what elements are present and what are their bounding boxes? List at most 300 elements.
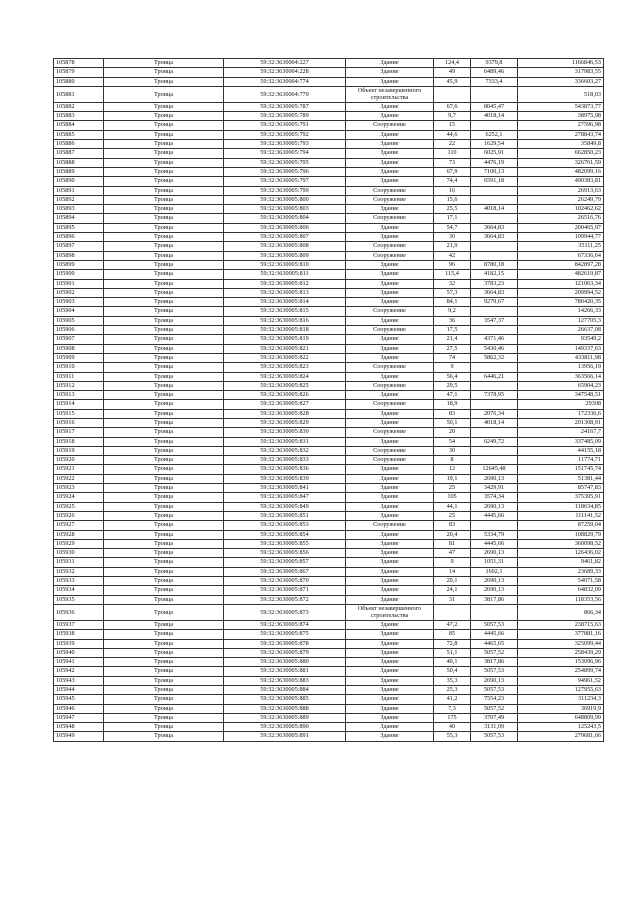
cell-object-type: Здание bbox=[346, 713, 434, 722]
cell-cadastral-number: 59:32:3630005:836 bbox=[224, 465, 346, 474]
cell-locality: Троица bbox=[104, 484, 224, 493]
cell-number: 105897 bbox=[54, 242, 104, 251]
cell-object-type: Сооружение bbox=[346, 521, 434, 530]
cell-cadastral-value: 360098,52 bbox=[518, 539, 604, 548]
cell-cadastral-number: 59:32:3630005:881 bbox=[224, 667, 346, 676]
cell-area: 12 bbox=[434, 465, 471, 474]
cell-locality: Троица bbox=[104, 577, 224, 586]
cell-area: 47 bbox=[434, 549, 471, 558]
cell-area: 49 bbox=[434, 68, 471, 77]
cell-cadastral-number: 59:32:3630005:854 bbox=[224, 530, 346, 539]
cell-area: 20,4 bbox=[434, 530, 471, 539]
cell-number: 105903 bbox=[54, 298, 104, 307]
document-page bbox=[53, 58, 603, 742]
table-row bbox=[54, 620, 604, 629]
cell-cadastral-value: 780420,35 bbox=[518, 298, 604, 307]
cell-number: 105888 bbox=[54, 158, 104, 167]
cell-cadastral-value: 54071,58 bbox=[518, 577, 604, 586]
table-row bbox=[54, 326, 604, 335]
cell-number: 105879 bbox=[54, 68, 104, 77]
cell-specific-value: 7100,13 bbox=[471, 167, 518, 176]
table-row bbox=[54, 658, 604, 667]
cell-area: 25,3 bbox=[434, 686, 471, 695]
cell-area: 84,1 bbox=[434, 298, 471, 307]
cell-number: 105944 bbox=[54, 686, 104, 695]
cell-area bbox=[434, 604, 471, 620]
cell-area: 7,3 bbox=[434, 704, 471, 713]
table-row bbox=[54, 446, 604, 455]
cell-cadastral-value: 336603,27 bbox=[518, 77, 604, 86]
cell-locality: Троица bbox=[104, 307, 224, 316]
cell-cadastral-value: 11774,71 bbox=[518, 456, 604, 465]
cell-area: 32 bbox=[434, 279, 471, 288]
cell-specific-value bbox=[471, 86, 518, 102]
cell-cadastral-value: 337485,09 bbox=[518, 437, 604, 446]
cell-cadastral-value: 24167,7 bbox=[518, 428, 604, 437]
cell-specific-value bbox=[471, 446, 518, 455]
cell-cadastral-number: 59:32:3630005:793 bbox=[224, 140, 346, 149]
cell-cadastral-value: 278843,74 bbox=[518, 130, 604, 139]
cell-specific-value bbox=[471, 381, 518, 390]
cell-locality: Троица bbox=[104, 493, 224, 502]
table-row bbox=[54, 186, 604, 195]
cell-locality: Троица bbox=[104, 686, 224, 695]
cell-specific-value bbox=[471, 521, 518, 530]
cell-number: 105941 bbox=[54, 658, 104, 667]
cell-specific-value: 2690,13 bbox=[471, 549, 518, 558]
cell-number: 105901 bbox=[54, 279, 104, 288]
cell-object-type: Сооружение bbox=[346, 326, 434, 335]
cell-number: 105906 bbox=[54, 326, 104, 335]
cell-number: 105889 bbox=[54, 167, 104, 176]
cell-locality: Троица bbox=[104, 567, 224, 576]
cell-locality: Троица bbox=[104, 326, 224, 335]
table-row bbox=[54, 676, 604, 685]
cell-number: 105949 bbox=[54, 732, 104, 741]
cell-specific-value bbox=[471, 242, 518, 251]
cell-locality: Троица bbox=[104, 713, 224, 722]
cell-cadastral-number: 59:32:3630005:792 bbox=[224, 130, 346, 139]
cell-area: 96 bbox=[434, 260, 471, 269]
cell-locality: Троица bbox=[104, 223, 224, 232]
table-row bbox=[54, 167, 604, 176]
cell-object-type: Здание bbox=[346, 549, 434, 558]
cell-number: 105917 bbox=[54, 428, 104, 437]
cell-locality: Троица bbox=[104, 667, 224, 676]
cell-cadastral-number: 59:32:3630005:811 bbox=[224, 270, 346, 279]
cell-locality: Троица bbox=[104, 511, 224, 520]
cell-area: 42 bbox=[434, 251, 471, 260]
cell-area: 9,2 bbox=[434, 307, 471, 316]
cell-cadastral-value: 648809,99 bbox=[518, 713, 604, 722]
cell-cadastral-value: 201308,91 bbox=[518, 418, 604, 427]
cell-object-type: Здание bbox=[346, 502, 434, 511]
cell-locality: Троица bbox=[104, 456, 224, 465]
cell-cadastral-number: 59:32:3630005:787 bbox=[224, 102, 346, 111]
cell-area: 47,1 bbox=[434, 391, 471, 400]
cell-number: 105942 bbox=[54, 667, 104, 676]
table-row bbox=[54, 130, 604, 139]
cell-object-type: Объект незавершенного строительства bbox=[346, 86, 434, 102]
cell-number: 105892 bbox=[54, 195, 104, 204]
cell-object-type: Здание bbox=[346, 233, 434, 242]
cell-area: 110 bbox=[434, 149, 471, 158]
cell-cadastral-number: 59:32:3630004:779 bbox=[224, 86, 346, 102]
cell-locality: Троица bbox=[104, 539, 224, 548]
table-row bbox=[54, 195, 604, 204]
cell-specific-value bbox=[471, 186, 518, 195]
cell-object-type: Здание bbox=[346, 630, 434, 639]
cell-area: 25,5 bbox=[434, 205, 471, 214]
cell-cadastral-number: 59:32:3630005:789 bbox=[224, 112, 346, 121]
cell-specific-value: 6025,91 bbox=[471, 149, 518, 158]
table-row bbox=[54, 484, 604, 493]
cell-object-type: Сооружение bbox=[346, 381, 434, 390]
cell-cadastral-value: 44155,18 bbox=[518, 446, 604, 455]
cell-cadastral-number: 59:32:3630005:847 bbox=[224, 493, 346, 502]
cell-cadastral-number: 59:32:3630005:856 bbox=[224, 549, 346, 558]
cell-specific-value: 2076,34 bbox=[471, 409, 518, 418]
table-row bbox=[54, 595, 604, 604]
table-row bbox=[54, 456, 604, 465]
cell-cadastral-value: 23689,33 bbox=[518, 567, 604, 576]
cell-number: 105929 bbox=[54, 539, 104, 548]
cell-object-type: Здание bbox=[346, 586, 434, 595]
cell-locality: Троица bbox=[104, 372, 224, 381]
cell-number: 105924 bbox=[54, 493, 104, 502]
cell-cadastral-number: 59:32:3630005:855 bbox=[224, 539, 346, 548]
cell-cadastral-number: 59:32:3630005:833 bbox=[224, 456, 346, 465]
cell-cadastral-value: 65904,23 bbox=[518, 381, 604, 390]
cell-area: 55,3 bbox=[434, 732, 471, 741]
cell-locality: Троица bbox=[104, 704, 224, 713]
cell-object-type: Здание bbox=[346, 260, 434, 269]
table-row bbox=[54, 270, 604, 279]
cell-cadastral-value: 118634,85 bbox=[518, 502, 604, 511]
cell-specific-value bbox=[471, 214, 518, 223]
table-row bbox=[54, 723, 604, 732]
cell-area: 83 bbox=[434, 409, 471, 418]
cell-cadastral-number: 59:32:3630005:824 bbox=[224, 372, 346, 381]
cell-area: 22 bbox=[434, 140, 471, 149]
cell-cadastral-value: 9461,82 bbox=[518, 558, 604, 567]
cell-specific-value: 6591,18 bbox=[471, 177, 518, 186]
table-row bbox=[54, 502, 604, 511]
cell-specific-value: 4445,66 bbox=[471, 539, 518, 548]
cell-cadastral-value: 94961,52 bbox=[518, 676, 604, 685]
cell-cadastral-value: 866,34 bbox=[518, 604, 604, 620]
cell-specific-value: 5430,46 bbox=[471, 344, 518, 353]
cell-object-type: Здание bbox=[346, 344, 434, 353]
cell-locality: Троица bbox=[104, 102, 224, 111]
cell-specific-value: 5862,32 bbox=[471, 353, 518, 362]
table-row bbox=[54, 648, 604, 657]
cell-cadastral-value: 27596,98 bbox=[518, 121, 604, 130]
cell-locality: Троица bbox=[104, 620, 224, 629]
cell-specific-value: 4476,19 bbox=[471, 158, 518, 167]
cell-specific-value: 12645,48 bbox=[471, 465, 518, 474]
cell-object-type: Сооружение bbox=[346, 121, 434, 130]
cell-locality: Троица bbox=[104, 363, 224, 372]
cell-locality: Троица bbox=[104, 502, 224, 511]
cell-number: 105894 bbox=[54, 214, 104, 223]
table-row bbox=[54, 353, 604, 362]
cell-area: 30 bbox=[434, 233, 471, 242]
cell-locality: Троица bbox=[104, 658, 224, 667]
cell-area: 21,9 bbox=[434, 242, 471, 251]
cell-number: 105900 bbox=[54, 270, 104, 279]
cell-specific-value: 3664,83 bbox=[471, 288, 518, 297]
table-row bbox=[54, 205, 604, 214]
cell-cadastral-number: 59:32:3630005:799 bbox=[224, 186, 346, 195]
cell-specific-value: 1692,1 bbox=[471, 567, 518, 576]
cell-number: 105925 bbox=[54, 502, 104, 511]
cell-cadastral-number: 59:32:3630005:857 bbox=[224, 558, 346, 567]
cell-cadastral-number: 59:32:3630005:853 bbox=[224, 521, 346, 530]
cell-number: 105931 bbox=[54, 558, 104, 567]
cell-object-type: Здание bbox=[346, 223, 434, 232]
cell-cadastral-number: 59:32:3630005:800 bbox=[224, 195, 346, 204]
table-row bbox=[54, 511, 604, 520]
cell-locality: Троица bbox=[104, 298, 224, 307]
cell-cadastral-value: 842897,28 bbox=[518, 260, 604, 269]
cell-cadastral-number: 59:32:3630005:807 bbox=[224, 233, 346, 242]
cell-locality: Троица bbox=[104, 558, 224, 567]
cell-cadastral-number: 59:32:3630005:814 bbox=[224, 298, 346, 307]
cell-number: 105939 bbox=[54, 639, 104, 648]
cell-specific-value: 6489,46 bbox=[471, 68, 518, 77]
cell-object-type: Здание bbox=[346, 704, 434, 713]
cell-number: 105920 bbox=[54, 456, 104, 465]
cell-locality: Троица bbox=[104, 149, 224, 158]
cell-specific-value: 5057,52 bbox=[471, 648, 518, 657]
cell-locality: Троица bbox=[104, 732, 224, 741]
cell-cadastral-value: 126436,02 bbox=[518, 549, 604, 558]
cell-number: 105908 bbox=[54, 344, 104, 353]
cell-cadastral-value: 209994,52 bbox=[518, 288, 604, 297]
cell-specific-value: 5057,53 bbox=[471, 620, 518, 629]
cell-number: 105934 bbox=[54, 586, 104, 595]
cell-area: 20,1 bbox=[434, 577, 471, 586]
cell-cadastral-number: 59:32:3630005:818 bbox=[224, 326, 346, 335]
cell-area: 17,1 bbox=[434, 214, 471, 223]
cell-area: 54 bbox=[434, 437, 471, 446]
cell-cadastral-number: 59:32:3630005:806 bbox=[224, 223, 346, 232]
cell-cadastral-value: 35111,25 bbox=[518, 242, 604, 251]
cell-area: 14 bbox=[434, 567, 471, 576]
cell-locality: Троица bbox=[104, 140, 224, 149]
cell-area: 47,2 bbox=[434, 620, 471, 629]
cell-object-type: Здание bbox=[346, 686, 434, 695]
table-row bbox=[54, 465, 604, 474]
cell-object-type: Сооружение bbox=[346, 186, 434, 195]
cell-object-type: Сооружение bbox=[346, 363, 434, 372]
cell-specific-value: 4445,66 bbox=[471, 511, 518, 520]
cell-area: 9 bbox=[434, 558, 471, 567]
cell-cadastral-number: 59:32:3630005:828 bbox=[224, 409, 346, 418]
cell-area: 124,4 bbox=[434, 59, 471, 68]
cell-locality: Троица bbox=[104, 205, 224, 214]
cell-cadastral-value: 127955,63 bbox=[518, 686, 604, 695]
cell-cadastral-number: 59:32:3630005:797 bbox=[224, 177, 346, 186]
cell-cadastral-value: 375305,91 bbox=[518, 493, 604, 502]
cell-specific-value: 2690,13 bbox=[471, 676, 518, 685]
cell-number: 105914 bbox=[54, 400, 104, 409]
cell-object-type: Здание bbox=[346, 149, 434, 158]
cell-cadastral-value: 102462,62 bbox=[518, 205, 604, 214]
cell-number: 105921 bbox=[54, 465, 104, 474]
cell-cadastral-value: 109944,77 bbox=[518, 233, 604, 242]
cell-area: 105 bbox=[434, 493, 471, 502]
cell-number: 105918 bbox=[54, 437, 104, 446]
cell-specific-value: 2690,13 bbox=[471, 586, 518, 595]
cell-number: 105915 bbox=[54, 409, 104, 418]
cell-cadastral-value: 200465,97 bbox=[518, 223, 604, 232]
cell-area: 74,4 bbox=[434, 177, 471, 186]
cell-locality: Троица bbox=[104, 521, 224, 530]
cell-specific-value bbox=[471, 428, 518, 437]
cell-area bbox=[434, 86, 471, 102]
cell-number: 105928 bbox=[54, 530, 104, 539]
cell-cadastral-number: 59:32:3630005:796 bbox=[224, 167, 346, 176]
cell-cadastral-value: 326761,59 bbox=[518, 158, 604, 167]
cell-cadastral-value: 26637,08 bbox=[518, 326, 604, 335]
cell-locality: Троица bbox=[104, 465, 224, 474]
cell-number: 105919 bbox=[54, 446, 104, 455]
table-row bbox=[54, 86, 604, 102]
cell-number: 105923 bbox=[54, 484, 104, 493]
cell-specific-value: 1051,31 bbox=[471, 558, 518, 567]
cell-object-type: Здание bbox=[346, 567, 434, 576]
cell-number: 105932 bbox=[54, 567, 104, 576]
cell-locality: Троица bbox=[104, 86, 224, 102]
cell-cadastral-number: 59:32:3630005:889 bbox=[224, 713, 346, 722]
table-row bbox=[54, 59, 604, 68]
cell-number: 105945 bbox=[54, 695, 104, 704]
cell-area: 9,7 bbox=[434, 112, 471, 121]
cell-object-type: Здание bbox=[346, 648, 434, 657]
cell-object-type: Здание bbox=[346, 577, 434, 586]
cell-area: 67,9 bbox=[434, 167, 471, 176]
cell-number: 105886 bbox=[54, 140, 104, 149]
cell-object-type: Здание bbox=[346, 620, 434, 629]
cell-cadastral-number: 59:32:3630005:871 bbox=[224, 586, 346, 595]
cell-object-type: Здание bbox=[346, 279, 434, 288]
cell-area: 15,6 bbox=[434, 195, 471, 204]
cell-cadastral-value: 482099,16 bbox=[518, 167, 604, 176]
table-row bbox=[54, 316, 604, 325]
cell-area: 25 bbox=[434, 511, 471, 520]
cell-locality: Троица bbox=[104, 68, 224, 77]
table-row bbox=[54, 474, 604, 483]
cell-object-type: Здание bbox=[346, 595, 434, 604]
cell-locality: Троица bbox=[104, 586, 224, 595]
cell-cadastral-value: 29308 bbox=[518, 400, 604, 409]
cell-locality: Троица bbox=[104, 130, 224, 139]
cell-number: 105926 bbox=[54, 511, 104, 520]
cell-area: 41,2 bbox=[434, 695, 471, 704]
cell-cadastral-value: 377881,16 bbox=[518, 630, 604, 639]
cell-locality: Троица bbox=[104, 639, 224, 648]
table-row bbox=[54, 279, 604, 288]
cell-area: 8 bbox=[434, 456, 471, 465]
cell-object-type: Здание bbox=[346, 205, 434, 214]
cell-cadastral-number: 59:32:3630004:228 bbox=[224, 68, 346, 77]
cell-cadastral-value: 258439,29 bbox=[518, 648, 604, 657]
cell-locality: Троица bbox=[104, 648, 224, 657]
cell-object-type: Здание bbox=[346, 167, 434, 176]
cell-specific-value: 4371,46 bbox=[471, 335, 518, 344]
cell-number: 105933 bbox=[54, 577, 104, 586]
cell-object-type: Здание bbox=[346, 676, 434, 685]
cell-object-type: Здание bbox=[346, 511, 434, 520]
cell-object-type: Здание bbox=[346, 59, 434, 68]
cell-area: 40 bbox=[434, 723, 471, 732]
cell-object-type: Здание bbox=[346, 723, 434, 732]
cell-specific-value: 3783,23 bbox=[471, 279, 518, 288]
cell-area: 72,8 bbox=[434, 639, 471, 648]
cell-object-type: Сооружение bbox=[346, 428, 434, 437]
cell-cadastral-value: 67336,64 bbox=[518, 251, 604, 260]
cell-number: 105881 bbox=[54, 86, 104, 102]
cell-cadastral-value: 26249,79 bbox=[518, 195, 604, 204]
cell-cadastral-number: 59:32:3630005:885 bbox=[224, 695, 346, 704]
table-row bbox=[54, 158, 604, 167]
cell-cadastral-number: 59:32:3630005:841 bbox=[224, 484, 346, 493]
cell-cadastral-value: 121063,34 bbox=[518, 279, 604, 288]
cell-specific-value bbox=[471, 363, 518, 372]
cell-specific-value bbox=[471, 307, 518, 316]
cell-object-type: Здание bbox=[346, 493, 434, 502]
cell-cadastral-value: 85747,83 bbox=[518, 484, 604, 493]
cell-cadastral-number: 59:32:3630005:883 bbox=[224, 676, 346, 685]
cell-specific-value bbox=[471, 400, 518, 409]
cell-locality: Троица bbox=[104, 112, 224, 121]
cell-locality: Троица bbox=[104, 177, 224, 186]
cell-locality: Троица bbox=[104, 186, 224, 195]
cell-cadastral-number: 59:32:3630005:819 bbox=[224, 335, 346, 344]
cell-cadastral-number: 59:32:3630005:891 bbox=[224, 732, 346, 741]
cell-specific-value bbox=[471, 456, 518, 465]
cell-number: 105905 bbox=[54, 316, 104, 325]
cell-number: 105896 bbox=[54, 233, 104, 242]
table-row bbox=[54, 260, 604, 269]
cell-specific-value: 6252,1 bbox=[471, 130, 518, 139]
cell-cadastral-number: 59:32:3630005:839 bbox=[224, 474, 346, 483]
cell-cadastral-value: 111141,52 bbox=[518, 511, 604, 520]
cell-area: 21,4 bbox=[434, 335, 471, 344]
cell-cadastral-number: 59:32:3630005:810 bbox=[224, 260, 346, 269]
cell-cadastral-number: 59:32:3630005:804 bbox=[224, 214, 346, 223]
cell-object-type: Здание bbox=[346, 418, 434, 427]
table-row bbox=[54, 140, 604, 149]
cell-number: 105893 bbox=[54, 205, 104, 214]
cell-cadastral-number: 59:32:3630005:825 bbox=[224, 381, 346, 390]
cell-object-type: Здание bbox=[346, 316, 434, 325]
cell-number: 105936 bbox=[54, 604, 104, 620]
cell-area: 115,4 bbox=[434, 270, 471, 279]
cell-area: 30 bbox=[434, 446, 471, 455]
cell-cadastral-value: 151745,74 bbox=[518, 465, 604, 474]
cell-number: 105907 bbox=[54, 335, 104, 344]
cell-specific-value bbox=[471, 195, 518, 204]
table-row bbox=[54, 549, 604, 558]
cell-cadastral-number: 59:32:3630005:823 bbox=[224, 363, 346, 372]
cell-object-type: Объект незавершенного строительства bbox=[346, 604, 434, 620]
cell-specific-value: 7333,4 bbox=[471, 77, 518, 86]
cell-number: 105885 bbox=[54, 130, 104, 139]
cell-number: 105899 bbox=[54, 260, 104, 269]
